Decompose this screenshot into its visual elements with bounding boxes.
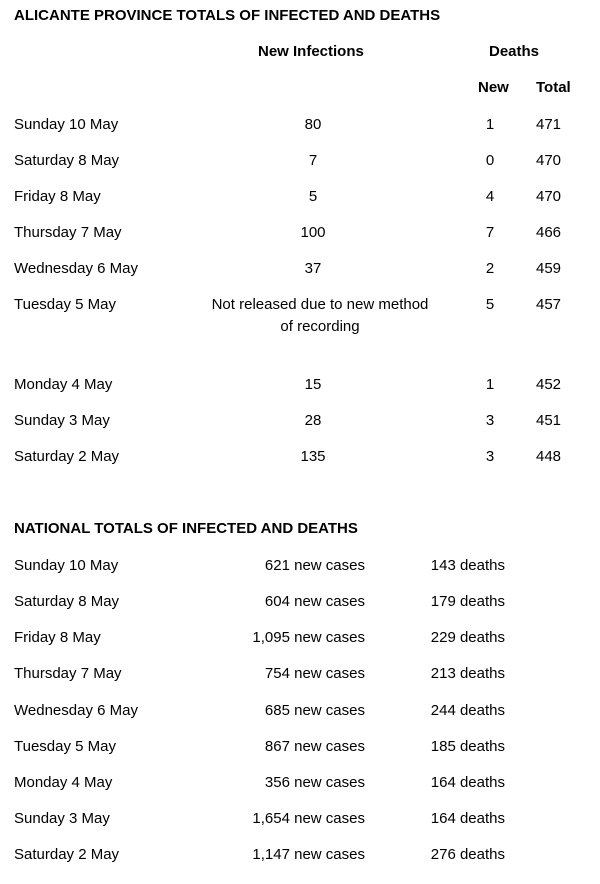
row-date: Tuesday 5 May: [14, 296, 116, 313]
row-infections: 5: [308, 188, 318, 205]
alicante-title: ALICANTE PROVINCE TOTALS OF INFECTED AND DEATHS: [14, 7, 441, 24]
row-deaths: 213 deaths: [430, 665, 505, 682]
row-deaths: 143 deaths: [430, 557, 505, 574]
row-new-deaths: 4: [485, 188, 495, 205]
row-infections: 100: [300, 224, 326, 241]
row-new-deaths: 1: [485, 376, 495, 393]
row-date: Wednesday 6 May: [14, 260, 138, 277]
row-date: Saturday 2 May: [14, 846, 120, 863]
row-date: Thursday 7 May: [14, 665, 122, 682]
row-date: Saturday 8 May: [14, 152, 120, 169]
row-deaths: 164 deaths: [430, 774, 505, 791]
row-date: Saturday 8 May: [14, 593, 120, 610]
national-title: NATIONAL TOTALS OF INFECTED AND DEATHS: [14, 520, 358, 537]
row-new-deaths: 5: [485, 296, 495, 313]
row-cases: 1,654 new cases: [252, 810, 365, 827]
row-total-deaths: 470: [536, 188, 562, 205]
row-date: Saturday 2 May: [14, 448, 120, 465]
row-cases: 685 new cases: [264, 702, 365, 719]
row-date: Friday 8 May: [14, 188, 101, 205]
row-new-deaths: 2: [485, 260, 495, 277]
row-new-deaths: 7: [485, 224, 495, 241]
row-total-deaths: 471: [536, 116, 562, 133]
row-deaths: 229 deaths: [430, 629, 505, 646]
row-deaths: 185 deaths: [430, 738, 505, 755]
header-deaths: Deaths: [489, 43, 540, 60]
row-deaths: 164 deaths: [430, 810, 505, 827]
row-cases: 1,095 new cases: [252, 629, 365, 646]
row-deaths: 179 deaths: [430, 593, 505, 610]
row-date: Tuesday 5 May: [14, 738, 116, 755]
row-infections: 37: [304, 260, 322, 277]
row-cases: 621 new cases: [264, 557, 365, 574]
row-deaths: 244 deaths: [430, 702, 505, 719]
row-total-deaths: 459: [536, 260, 562, 277]
row-new-deaths: 3: [485, 412, 495, 429]
row-date: Sunday 3 May: [14, 412, 110, 429]
row-date: Sunday 3 May: [14, 810, 110, 827]
header-new-infections: New Infections: [258, 43, 364, 60]
row-cases: 1,147 new cases: [252, 846, 365, 863]
header-total: Total: [536, 79, 571, 96]
row-total-deaths: 452: [536, 376, 562, 393]
row-date: Friday 8 May: [14, 629, 101, 646]
row-total-deaths: 457: [536, 296, 562, 313]
row-date: Wednesday 6 May: [14, 702, 138, 719]
row-infections-note: Not released due to new method of recording: [211, 296, 429, 335]
row-cases: 604 new cases: [264, 593, 365, 610]
row-cases: 754 new cases: [264, 665, 365, 682]
row-cases: 356 new cases: [264, 774, 365, 791]
row-infections: 15: [304, 376, 322, 393]
row-total-deaths: 466: [536, 224, 562, 241]
row-date: Sunday 10 May: [14, 557, 119, 574]
row-total-deaths: 451: [536, 412, 562, 429]
row-date: Sunday 10 May: [14, 116, 119, 133]
row-total-deaths: 448: [536, 448, 562, 465]
header-new: New: [478, 79, 509, 96]
row-new-deaths: 3: [485, 448, 495, 465]
row-total-deaths: 470: [536, 152, 562, 169]
row-new-deaths: 0: [485, 152, 495, 169]
row-infections: 135: [300, 448, 326, 465]
row-date: Monday 4 May: [14, 376, 113, 393]
row-infections: 7: [308, 152, 318, 169]
row-date: Thursday 7 May: [14, 224, 122, 241]
row-date: Monday 4 May: [14, 774, 113, 791]
row-infections: 28: [304, 412, 322, 429]
row-cases: 867 new cases: [264, 738, 365, 755]
row-infections: 80: [304, 116, 322, 133]
row-new-deaths: 1: [485, 116, 495, 133]
row-deaths: 276 deaths: [430, 846, 505, 863]
